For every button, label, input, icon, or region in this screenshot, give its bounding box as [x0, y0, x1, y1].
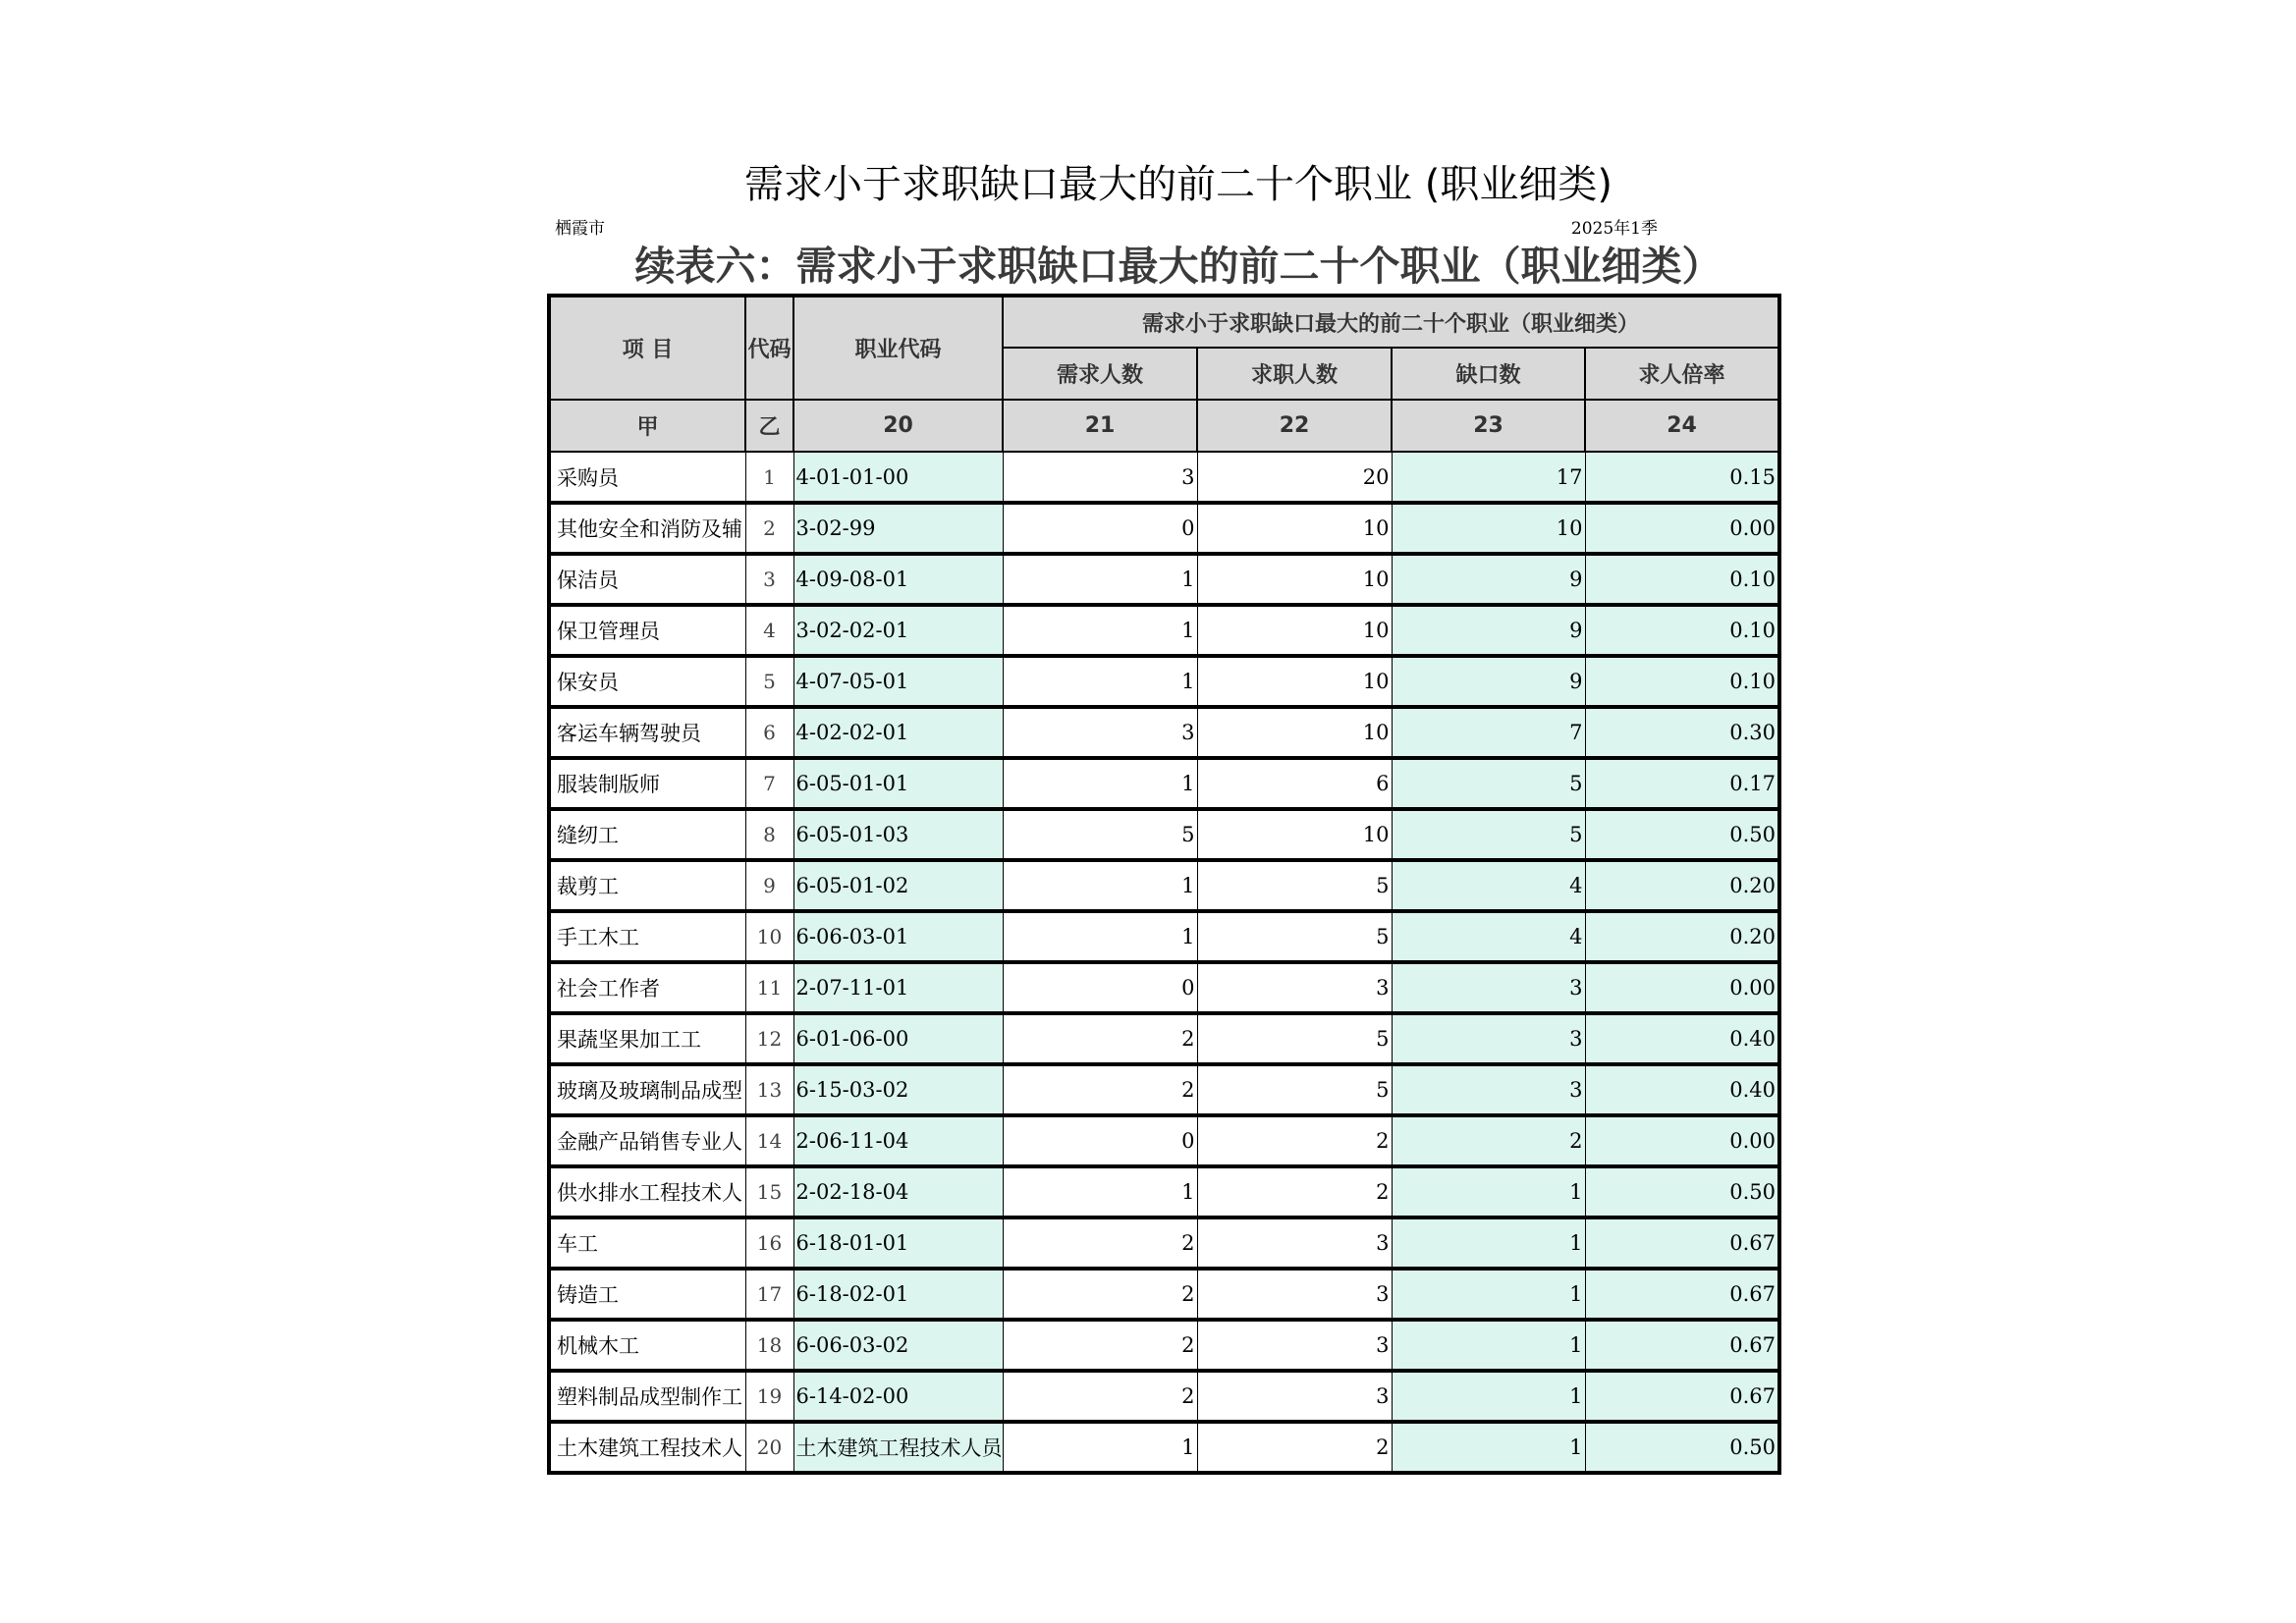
table-row: [549, 605, 1779, 656]
header-row-1: [549, 296, 1779, 348]
header-demand: 需求人数: [1003, 348, 1197, 400]
occupation-name: 果蔬坚果加工工: [549, 1013, 745, 1064]
occupation-code: 土木建筑工程技术人员: [793, 1422, 1003, 1473]
index-ratio: 24: [1585, 400, 1779, 452]
occupation-name: 铸造工: [549, 1269, 745, 1320]
demand-ratio: 0.67: [1585, 1320, 1779, 1371]
header-occupation-code: 职业代码: [793, 296, 1003, 400]
row-index: 10: [745, 911, 793, 962]
seeker-count: 5: [1197, 911, 1392, 962]
demand-ratio: 0.10: [1585, 554, 1779, 605]
demand-count: 2: [1003, 1269, 1197, 1320]
row-index: 3: [745, 554, 793, 605]
seeker-count: 3: [1197, 1269, 1392, 1320]
table-row: [549, 656, 1779, 707]
occupation-code: 6-18-01-01: [793, 1217, 1003, 1269]
seeker-count: 10: [1197, 707, 1392, 758]
seeker-count: 6: [1197, 758, 1392, 809]
occupation-code: 4-07-05-01: [793, 656, 1003, 707]
gap-count: 5: [1392, 809, 1585, 860]
index-gap: 23: [1392, 400, 1585, 452]
gap-count: 1: [1392, 1217, 1585, 1269]
occupation-code: 6-05-01-01: [793, 758, 1003, 809]
occupation-name: 土木建筑工程技术人: [549, 1422, 745, 1473]
occupation-name: 服装制版师: [549, 758, 745, 809]
occupation-code: 4-02-02-01: [793, 707, 1003, 758]
gap-count: 3: [1392, 1013, 1585, 1064]
occupation-code: 4-01-01-00: [793, 452, 1003, 503]
demand-count: 3: [1003, 707, 1197, 758]
index-code: 乙: [745, 400, 793, 452]
row-index: 5: [745, 656, 793, 707]
period-label: 2025年1季: [1570, 219, 1658, 239]
demand-ratio: 0.20: [1585, 911, 1779, 962]
demand-count: 1: [1003, 860, 1197, 911]
seeker-count: 2: [1197, 1422, 1392, 1473]
page-title: 需求小于求职缺口最大的前二十个职业 (职业细类): [744, 162, 1613, 207]
table-row: [549, 1217, 1779, 1269]
demand-ratio: 0.00: [1585, 1115, 1779, 1166]
demand-count: 1: [1003, 656, 1197, 707]
seeker-count: 3: [1197, 962, 1392, 1013]
occupation-name: 保安员: [549, 656, 745, 707]
seeker-count: 10: [1197, 809, 1392, 860]
occupation-name: 保卫管理员: [549, 605, 745, 656]
gap-count: 1: [1392, 1269, 1585, 1320]
demand-count: 1: [1003, 758, 1197, 809]
row-index: 20: [745, 1422, 793, 1473]
occupation-gap-table: [547, 294, 1781, 1475]
table-row: [549, 1422, 1779, 1473]
occupation-name: 客运车辆驾驶员: [549, 707, 745, 758]
table-row: [549, 707, 1779, 758]
gap-count: 4: [1392, 860, 1585, 911]
seeker-count: 10: [1197, 656, 1392, 707]
index-item: 甲: [549, 400, 745, 452]
seeker-count: 5: [1197, 1013, 1392, 1064]
gap-count: 5: [1392, 758, 1585, 809]
occupation-code: 6-06-03-01: [793, 911, 1003, 962]
occupation-name: 采购员: [549, 452, 745, 503]
demand-count: 1: [1003, 554, 1197, 605]
demand-ratio: 0.67: [1585, 1371, 1779, 1422]
demand-ratio: 0.15: [1585, 452, 1779, 503]
table-row: [549, 1115, 1779, 1166]
row-index: 13: [745, 1064, 793, 1115]
demand-ratio: 0.10: [1585, 656, 1779, 707]
occupation-code: 3-02-99: [793, 503, 1003, 554]
seeker-count: 5: [1197, 1064, 1392, 1115]
occupation-code: 3-02-02-01: [793, 605, 1003, 656]
occupation-code: 6-05-01-03: [793, 809, 1003, 860]
gap-count: 3: [1392, 962, 1585, 1013]
gap-count: 4: [1392, 911, 1585, 962]
demand-count: 2: [1003, 1013, 1197, 1064]
occupation-code: 6-05-01-02: [793, 860, 1003, 911]
demand-ratio: 0.67: [1585, 1269, 1779, 1320]
occupation-name: 机械木工: [549, 1320, 745, 1371]
header-code: 代码: [745, 296, 793, 400]
table-row: [549, 1013, 1779, 1064]
table-subtitle: 续表六：需求小于求职缺口最大的前二十个职业（职业细类）: [634, 243, 1722, 290]
demand-ratio: 0.50: [1585, 1166, 1779, 1217]
index-demand: 21: [1003, 400, 1197, 452]
demand-ratio: 0.67: [1585, 1217, 1779, 1269]
occupation-code: 6-14-02-00: [793, 1371, 1003, 1422]
row-index: 14: [745, 1115, 793, 1166]
row-index: 4: [745, 605, 793, 656]
demand-ratio: 0.40: [1585, 1013, 1779, 1064]
seeker-count: 3: [1197, 1371, 1392, 1422]
gap-count: 7: [1392, 707, 1585, 758]
index-seekers: 22: [1197, 400, 1392, 452]
gap-count: 9: [1392, 656, 1585, 707]
occupation-code: 2-02-18-04: [793, 1166, 1003, 1217]
row-index: 8: [745, 809, 793, 860]
occupation-name: 缝纫工: [549, 809, 745, 860]
seeker-count: 3: [1197, 1217, 1392, 1269]
gap-count: 3: [1392, 1064, 1585, 1115]
demand-count: 1: [1003, 1166, 1197, 1217]
demand-ratio: 0.40: [1585, 1064, 1779, 1115]
header-seekers: 求职人数: [1197, 348, 1392, 400]
row-index: 6: [745, 707, 793, 758]
occupation-code: 2-07-11-01: [793, 962, 1003, 1013]
seeker-count: 2: [1197, 1166, 1392, 1217]
seeker-count: 20: [1197, 452, 1392, 503]
occupation-name: 手工木工: [549, 911, 745, 962]
row-index: 18: [745, 1320, 793, 1371]
row-index: 17: [745, 1269, 793, 1320]
demand-ratio: 0.20: [1585, 860, 1779, 911]
demand-ratio: 0.00: [1585, 962, 1779, 1013]
row-index: 1: [745, 452, 793, 503]
table-row: [549, 758, 1779, 809]
table-row: [549, 962, 1779, 1013]
demand-count: 1: [1003, 911, 1197, 962]
table-row: [549, 860, 1779, 911]
row-index: 2: [745, 503, 793, 554]
occupation-name: 车工: [549, 1217, 745, 1269]
seeker-count: 10: [1197, 503, 1392, 554]
occupation-name: 供水排水工程技术人: [549, 1166, 745, 1217]
seeker-count: 2: [1197, 1115, 1392, 1166]
seeker-count: 5: [1197, 860, 1392, 911]
seeker-count: 10: [1197, 605, 1392, 656]
table-row: [549, 1064, 1779, 1115]
demand-count: 0: [1003, 962, 1197, 1013]
index-occupation-code: 20: [793, 400, 1003, 452]
occupation-name: 金融产品销售专业人: [549, 1115, 745, 1166]
demand-ratio: 0.00: [1585, 503, 1779, 554]
demand-ratio: 0.30: [1585, 707, 1779, 758]
demand-count: 0: [1003, 1115, 1197, 1166]
seeker-count: 10: [1197, 554, 1392, 605]
occupation-name: 保洁员: [549, 554, 745, 605]
index-row: [549, 400, 1779, 452]
table-row: [549, 911, 1779, 962]
occupation-code: 6-15-03-02: [793, 1064, 1003, 1115]
occupation-code: 4-09-08-01: [793, 554, 1003, 605]
header-group: 需求小于求职缺口最大的前二十个职业（职业细类）: [1003, 296, 1779, 348]
gap-count: 1: [1392, 1320, 1585, 1371]
row-index: 7: [745, 758, 793, 809]
table-row: [549, 503, 1779, 554]
occupation-code: 6-06-03-02: [793, 1320, 1003, 1371]
occupation-code: 6-18-02-01: [793, 1269, 1003, 1320]
row-index: 19: [745, 1371, 793, 1422]
demand-count: 1: [1003, 605, 1197, 656]
gap-count: 1: [1392, 1166, 1585, 1217]
demand-count: 2: [1003, 1371, 1197, 1422]
occupation-name: 玻璃及玻璃制品成型: [549, 1064, 745, 1115]
table-row: [549, 1166, 1779, 1217]
row-index: 11: [745, 962, 793, 1013]
occupation-name: 塑料制品成型制作工: [549, 1371, 745, 1422]
demand-count: 2: [1003, 1320, 1197, 1371]
occupation-name: 裁剪工: [549, 860, 745, 911]
row-index: 12: [745, 1013, 793, 1064]
gap-count: 17: [1392, 452, 1585, 503]
occupation-code: 6-01-06-00: [793, 1013, 1003, 1064]
gap-count: 9: [1392, 605, 1585, 656]
demand-count: 2: [1003, 1064, 1197, 1115]
gap-count: 2: [1392, 1115, 1585, 1166]
table-row: [549, 554, 1779, 605]
occupation-code: 2-06-11-04: [793, 1115, 1003, 1166]
seeker-count: 3: [1197, 1320, 1392, 1371]
occupation-name: 社会工作者: [549, 962, 745, 1013]
table-row: [549, 1269, 1779, 1320]
gap-count: 1: [1392, 1422, 1585, 1473]
demand-count: 2: [1003, 1217, 1197, 1269]
demand-ratio: 0.50: [1585, 809, 1779, 860]
region-label: 栖霞市: [555, 219, 605, 239]
gap-count: 1: [1392, 1371, 1585, 1422]
occupation-name: 其他安全和消防及辅: [549, 503, 745, 554]
table-row: [549, 1320, 1779, 1371]
header-gap: 缺口数: [1392, 348, 1585, 400]
row-index: 15: [745, 1166, 793, 1217]
gap-count: 9: [1392, 554, 1585, 605]
row-index: 9: [745, 860, 793, 911]
demand-count: 3: [1003, 452, 1197, 503]
demand-ratio: 0.50: [1585, 1422, 1779, 1473]
demand-ratio: 0.17: [1585, 758, 1779, 809]
demand-count: 5: [1003, 809, 1197, 860]
row-index: 16: [745, 1217, 793, 1269]
gap-count: 10: [1392, 503, 1585, 554]
header-ratio: 求人倍率: [1585, 348, 1779, 400]
table-row: [549, 1371, 1779, 1422]
header-item: 项 目: [549, 296, 745, 400]
table-row: [549, 452, 1779, 503]
demand-ratio: 0.10: [1585, 605, 1779, 656]
demand-count: 0: [1003, 503, 1197, 554]
table-row: [549, 809, 1779, 860]
demand-count: 1: [1003, 1422, 1197, 1473]
